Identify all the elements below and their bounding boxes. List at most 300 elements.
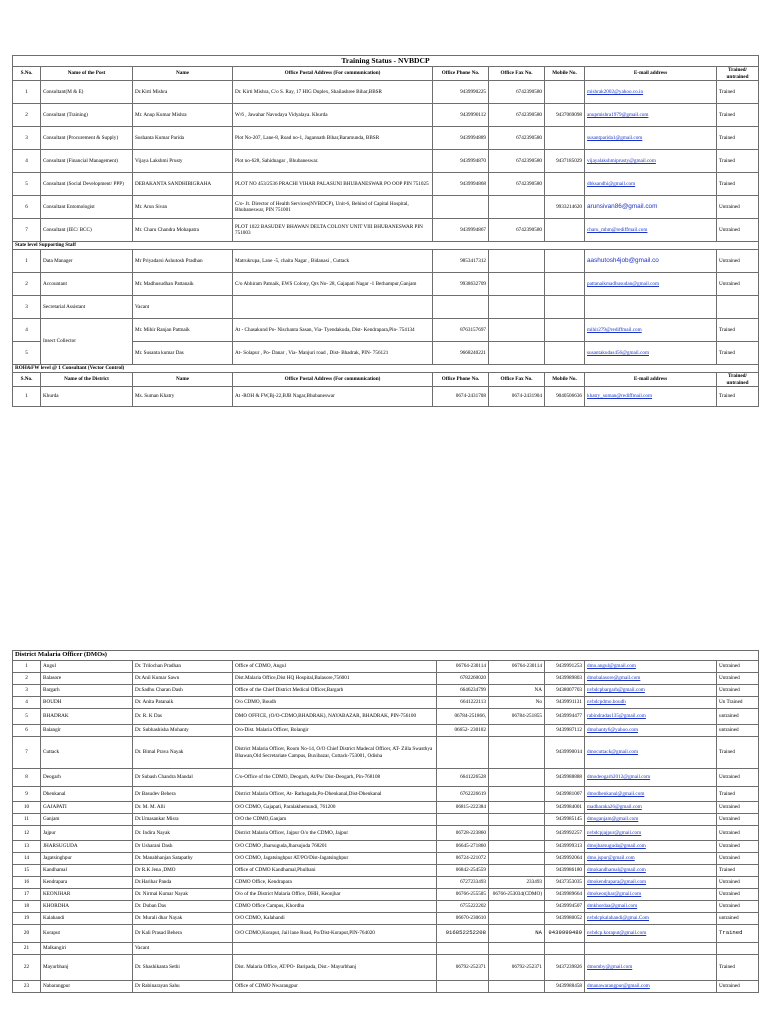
email-cell: [585, 841, 717, 853]
address-cell: C/o- Jt. Director of Health Services(NVBDCP), Unit-6, Behind of Capital Hospital, Bhubaneswar, PIN 751001: [233, 196, 433, 219]
fax-cell: NA: [489, 925, 545, 943]
header-fax-cell: Office Fax No.: [489, 67, 545, 81]
email-link[interactable]: khatry_suman@rediffmail.com: [587, 393, 653, 400]
name-cell: Mr. Susanta kumar Das: [133, 342, 233, 365]
name-cell: Dr. R. K Das: [133, 709, 233, 725]
name-cell: Dr R.K Jena ,DMO: [133, 865, 233, 877]
header-mobile-cell: Mobile No.: [545, 67, 585, 81]
sno-cell: 1: [13, 250, 41, 273]
email-link[interactable]: dmojharsuguda@gmail.com: [587, 843, 646, 850]
sno-cell: 3: [13, 296, 41, 319]
name-cell: Vacant: [133, 943, 233, 955]
post-cell: BHADRAK: [41, 709, 133, 725]
sno-cell: 23: [13, 981, 41, 993]
address-cell: O/o of the District Malaria Office, DHH, Keonjhar: [233, 889, 437, 901]
table-row: [13, 697, 759, 709]
fax-cell: 6742390580: [489, 81, 545, 104]
name-cell: Dr. Duban Das: [133, 901, 233, 913]
phone-cell: 06792-252371: [437, 955, 489, 981]
phone-cell: 6755222202: [437, 901, 489, 913]
post-cell: Mayurbhanj: [41, 955, 133, 981]
header-phone-cell: Office Phone No.: [433, 373, 489, 387]
address-cell: Office of CDMO Kandhamal,Phulbani: [233, 865, 437, 877]
email-link[interactable]: dmobalasore@gmail.com: [587, 675, 641, 682]
address-cell: PLOT 1022 BASUDEV BHAWAN DELTA COLONY UNIT VIII BHUBANESWAR PIN 751003: [233, 219, 433, 242]
status-cell: Untrained: [717, 685, 759, 697]
sno-cell: 22: [13, 955, 41, 981]
email-link[interactable]: dmodhenkanal@gmail.com: [587, 790, 645, 797]
status-cell: Untrained: [717, 802, 759, 814]
name-cell: Dr Rabinarayan Sahu: [133, 981, 233, 993]
email-link[interactable]: anupmishra1979@gmail.com: [587, 111, 649, 118]
table-row: [13, 219, 759, 242]
fax-cell: [489, 673, 545, 685]
post-cell: GAJAPATI: [41, 802, 133, 814]
address-cell: O/O CDMO,Koraput, Jail lane Road, Po/Dist-Koraput,PIN-764020: [233, 925, 437, 943]
mobile-cell: [545, 943, 585, 955]
email-cell: [585, 104, 717, 127]
mobile-cell: 9439988458: [545, 981, 585, 993]
table-row: [13, 925, 759, 943]
address-cell: O/O CDMO, Jagatsinghpur AT/PO/Dist-Jagatsinghpur: [233, 853, 437, 865]
email-link[interactable]: pattanaikmadhusudan@gmail.com: [587, 280, 660, 287]
status-cell: Trained: [717, 737, 759, 769]
status-cell: Untrained: [717, 826, 759, 841]
email-cell: [585, 725, 717, 737]
email-cell: [585, 787, 717, 802]
post-cell: KHORDHA: [41, 901, 133, 913]
sno-cell: 4: [13, 150, 41, 173]
table-row: [13, 841, 759, 853]
email-link[interactable]: dmomby@gmail.com: [587, 964, 633, 971]
fax-cell: 6742390580: [489, 127, 545, 150]
phone-cell: 06652- 230102: [437, 725, 489, 737]
status-cell: Trained: [717, 81, 759, 104]
phone-cell: [437, 981, 489, 993]
email-link[interactable]: nvbdcpkalahandi@gmai.Com: [587, 915, 649, 922]
email-link[interactable]: dmo.jspur@gmail.com: [587, 855, 635, 862]
name-cell: Dr. Shashikanta Sethi: [133, 955, 233, 981]
sno-cell: 4: [13, 319, 41, 342]
address-cell: W/6 , Jawahar Navodaya Vidyalaya. Khurda: [233, 104, 433, 127]
post-cell: Consultant (IEC/ BCC): [41, 219, 133, 242]
header-row: [13, 67, 759, 81]
email-link[interactable]: dmokendrapara@gmail.com: [587, 879, 647, 886]
post-cell: Consultant (Financial Management): [41, 150, 133, 173]
phone-cell: 6762226619: [437, 787, 489, 802]
mobile-cell: 9439988888: [545, 769, 585, 787]
email-link[interactable]: charu_mhm@rediffmail.com: [587, 226, 648, 233]
mobile-cell: 9040506636: [545, 387, 585, 407]
name-cell: Mr Priyadarsi Ashutosh Pradhan: [133, 250, 233, 273]
address-cell: [233, 296, 433, 319]
mobile-cell: 9439992257: [545, 826, 585, 841]
mobile-cell: 9439986180: [545, 865, 585, 877]
status-cell: Trained: [717, 387, 759, 407]
table-row: [13, 296, 759, 319]
phone-cell: 8763157697: [433, 319, 489, 342]
mobile-cell: 9439992064: [545, 853, 585, 865]
fax-cell: [489, 865, 545, 877]
fax-cell: No: [489, 697, 545, 709]
table-row: [13, 889, 759, 901]
email-link[interactable]: nvbdcpdmo.boudh: [587, 699, 626, 706]
name-cell: Dr Basudev Behera: [133, 787, 233, 802]
phone-cell: [437, 943, 489, 955]
address-cell: Matrukrupa, Lane -5, chaita Nagar , Bidanasi , Cuttack: [233, 250, 433, 273]
status-cell: Trained: [717, 787, 759, 802]
post-cell: Consultant (Procurement & Supply): [41, 127, 133, 150]
status-cell: Untrained: [717, 853, 759, 865]
mobile-cell: [545, 173, 585, 196]
email-cell: [585, 697, 717, 709]
table-row: [13, 196, 759, 219]
status-cell: Untrained: [717, 196, 759, 219]
sno-cell: 6: [13, 196, 41, 219]
email-link[interactable]: nvbdcpbargarh@gmail.com: [587, 687, 645, 694]
phone-cell: 06766-255505: [437, 889, 489, 901]
table-row: [13, 943, 759, 955]
sno-cell: 8: [13, 769, 41, 787]
table-row: [13, 673, 759, 685]
email-link[interactable]: dmanawarangpur@gmail.com: [587, 983, 650, 990]
email-cell: [585, 273, 717, 296]
email-link[interactable]: susantparida1@gmail.com: [587, 134, 643, 141]
table-row: [13, 826, 759, 841]
table-title: Training Status - NVBDCP: [13, 56, 759, 67]
fax-cell: 06784-251855: [489, 709, 545, 725]
address-cell: Dr. Kirti Mishra, C/o S. Ray, 17 HIG Duplex, Shailashree Bihar,BBSR: [233, 81, 433, 104]
status-cell: Untrained: [717, 901, 759, 913]
mobile-cell: 9437069098: [545, 104, 585, 127]
phone-cell: 9439994870: [433, 150, 489, 173]
header-mobile-cell: Mobile No.: [545, 373, 585, 387]
email-cell: [585, 319, 717, 342]
name-cell: Dr. Indira Nayak: [133, 826, 233, 841]
status-cell: untrained: [717, 725, 759, 737]
header-sno-cell: S.No.: [13, 373, 41, 387]
sno-cell: 6: [13, 725, 41, 737]
status-cell: Trained: [717, 104, 759, 127]
table-row: [13, 104, 759, 127]
phone-cell: 06784-251866,: [437, 709, 489, 725]
address-cell: At - Chasakund Po- Nischanta Sasan, Via- Tyendakuda, Dist- Kendrapara,Pin- 754134: [233, 319, 433, 342]
email-link[interactable]: rabindradas135@gmail.com: [587, 713, 646, 720]
fax-cell: 06792-252371: [489, 955, 545, 981]
email-link[interactable]: dmohanty6@yahoo.com: [587, 727, 639, 734]
name-cell: Dr.Umasankar Misra: [133, 814, 233, 826]
mobile-cell: 9439980052: [545, 913, 585, 925]
header-name-cell: Name: [133, 67, 233, 81]
email-link[interactable]: dmocuttack@gmail.com: [587, 749, 639, 756]
post-cell: Consultant (Social Development/ PPP): [41, 173, 133, 196]
fax-cell: [489, 814, 545, 826]
address-cell: O/o CDMO, Boudh: [233, 697, 437, 709]
table-row: [13, 250, 759, 273]
table-row: [13, 685, 759, 697]
post-cell: Bargarh: [41, 685, 133, 697]
header-fax-cell: Office Fax No.: [489, 373, 545, 387]
mobile-cell: 9439987112: [545, 725, 585, 737]
fax-cell: 6742390580: [489, 219, 545, 242]
status-cell: Untrained: [717, 661, 759, 673]
dmo-table: [12, 650, 759, 993]
mobile-cell: [545, 127, 585, 150]
phone-cell: 06815-222384: [437, 802, 489, 814]
status-cell: [717, 943, 759, 955]
email-cell: [585, 913, 717, 925]
training-status-table: [12, 55, 759, 407]
phone-cell: 06645-271860: [437, 841, 489, 853]
email-cell: [585, 250, 717, 273]
mobile-cell: [545, 81, 585, 104]
fax-cell: [489, 943, 545, 955]
address-cell: Office of CDMO Nwarangpur: [233, 981, 437, 993]
fax-cell: 6742390580: [489, 104, 545, 127]
roh-title: ROH&FW level @ 1 Consultant (Vector Control): [13, 365, 759, 373]
address-cell: O/O the CDMO,Ganjam: [233, 814, 437, 826]
name-cell: DEBAKANTA SANDHIBIGRAHA: [133, 173, 233, 196]
email-cell: [585, 387, 717, 407]
table-row: [13, 853, 759, 865]
sno-cell: 1: [13, 81, 41, 104]
name-cell: Dr.Sadhu Charan Dash: [133, 685, 233, 697]
email-link[interactable]: susantakudas456@gmail.com: [587, 349, 649, 356]
table-row: [13, 725, 759, 737]
roh-header-row: [13, 373, 759, 387]
status-cell: Trained: [717, 150, 759, 173]
name-cell: Mr. Mihir Ranjan Pattnaik: [133, 319, 233, 342]
status-cell: Untrained: [717, 673, 759, 685]
address-cell: Office of CDMO, Angul: [233, 661, 437, 673]
email-link[interactable]: arunsivan86@gmail.com: [587, 202, 658, 210]
email-link[interactable]: dmkhordaa@gmail.com: [587, 903, 638, 910]
post-cell: Angul: [41, 661, 133, 673]
email-cell: [585, 865, 717, 877]
fax-cell: [489, 196, 545, 219]
table-row: [13, 709, 759, 725]
sno-cell: 2: [13, 273, 41, 296]
name-cell: Vacant: [133, 296, 233, 319]
name-cell: Dr. Murali dhar Nayak: [133, 913, 233, 925]
phone-cell: 9853417312: [433, 250, 489, 273]
address-cell: CDMO Office Campus, Khordha: [233, 901, 437, 913]
dmo-table-title: District Malaria Officer (DMOs): [13, 651, 759, 661]
status-cell: Untrained: [717, 250, 759, 273]
header-post-cell: Name of the Post: [41, 67, 133, 81]
fax-cell: 0674-2431904: [489, 387, 545, 407]
post-cell: Balasore: [41, 673, 133, 685]
post-cell: JHARSUGUDA: [41, 841, 133, 853]
phone-cell: [433, 296, 489, 319]
table-row: [13, 769, 759, 787]
sno-cell: 5: [13, 342, 41, 365]
sno-cell: 2: [13, 673, 41, 685]
fax-cell: [489, 826, 545, 841]
table-row: [13, 877, 759, 889]
mobile-cell: 9439991131: [545, 697, 585, 709]
email-cell: [585, 769, 717, 787]
header-sno-cell: S.No.: [13, 67, 41, 81]
email-link[interactable]: mihir279@rediffmail.com: [587, 326, 642, 333]
name-cell: Dr. Subhashisha Mohanty: [133, 725, 233, 737]
status-cell: Untrained: [717, 814, 759, 826]
header-status-cell: Trained/ untrained: [717, 67, 759, 81]
mobile-cell: 9437353035: [545, 877, 585, 889]
name-cell: Dr.Harihar Panda: [133, 877, 233, 889]
phone-cell: 6641222113: [437, 697, 489, 709]
post-cell: Jajpur: [41, 826, 133, 841]
status-cell: untrained: [717, 913, 759, 925]
phone-cell: 9439990112: [433, 104, 489, 127]
email-cell: [585, 925, 717, 943]
sno-cell: 1: [13, 661, 41, 673]
email-cell: [585, 737, 717, 769]
fax-cell: [489, 725, 545, 737]
table-row: [13, 865, 759, 877]
status-cell: Untrained: [717, 769, 759, 787]
name-cell: Dr Subash Chandra Mandal: [133, 769, 233, 787]
section-row: [13, 242, 759, 250]
email-link[interactable]: mishrak2002@yahoo.co.in: [587, 88, 644, 95]
phone-cell: 9439994889: [433, 127, 489, 150]
email-link[interactable]: dmo.angul@gmail.com: [587, 663, 636, 670]
table-row: [13, 127, 759, 150]
name-cell: Dr. M. M. Alli: [133, 802, 233, 814]
email-link[interactable]: nvbdcpjajpur@gmail.com: [587, 829, 642, 836]
post-cell: BOUDH: [41, 697, 133, 709]
fax-cell: 233493: [489, 877, 545, 889]
table-row: [13, 661, 759, 673]
sno-cell: 1: [13, 387, 41, 407]
header-status-cell: Trained/ untrained: [717, 373, 759, 387]
address-cell: District Malaria Officer, At- Rathagada,Po-Dhenkanal,Dist-Dhenkanal: [233, 787, 437, 802]
sno-cell: 5: [13, 709, 41, 725]
email-link[interactable]: dmokandhamal@gmail.com: [587, 867, 646, 874]
section-row: [13, 365, 759, 373]
email-link[interactable]: dmokeonjhar@gmail.com: [587, 891, 642, 898]
header-address-cell: Office Postal Address (For communication): [233, 373, 433, 387]
name-cell: Mr. Charu Chandra Mohapatra: [133, 219, 233, 242]
phone-cell: 9938632709: [433, 273, 489, 296]
email-link[interactable]: nvbdcp.koraput@gmail.com: [587, 930, 647, 937]
email-link[interactable]: aashutosh4job@gmail.co: [587, 256, 659, 264]
address-cell: O/o-Dist. Malaria Officer, Bolangir: [233, 725, 437, 737]
address-cell: [233, 943, 437, 955]
fax-cell: [489, 802, 545, 814]
address-cell: District Malaria Officer, Room No-14, O/O Chief District Madecal Officer, AT- Zilla Swasthya Bhawan,Old Secretariate Campus, Buxibazar, Cuttack-753001, Odisha: [233, 737, 437, 769]
post-cell: Consultant(M & E): [41, 81, 133, 104]
name-cell: Dr. Nirmal Kumar Nayak: [133, 889, 233, 901]
address-cell: Dist.Malaria Office,Dist HQ Hospital,Balasore,756001: [233, 673, 437, 685]
status-cell: Untrained: [717, 877, 759, 889]
fax-cell: [489, 737, 545, 769]
name-cell: Mr. Anup Kumar Mishra: [133, 104, 233, 127]
phone-cell: 6641226528: [437, 769, 489, 787]
name-cell: Dr. Manabhanjan Satapathy: [133, 853, 233, 865]
name-cell: Mr. Madhusudhan Pattanaik: [133, 273, 233, 296]
mobile-cell: 9437239826: [545, 955, 585, 981]
mobile-cell: 9438007703: [545, 685, 585, 697]
mobile-cell: 9439991253: [545, 661, 585, 673]
address-cell: O/O CDMO ,Jharsuguda,Jharsujuda 768201: [233, 841, 437, 853]
fax-cell: [489, 787, 545, 802]
mobile-cell: [545, 342, 585, 365]
status-cell: Un Trained: [717, 697, 759, 709]
post-cell: Malkangiri: [41, 943, 133, 955]
post-cell: KEONJHAR: [41, 889, 133, 901]
fax-cell: [489, 841, 545, 853]
name-cell: Dr.Anil Kumar Sawn: [133, 673, 233, 685]
table-row: [13, 802, 759, 814]
status-cell: Untrained: [717, 273, 759, 296]
email-cell: [585, 981, 717, 993]
mobile-cell: 9439981007: [545, 787, 585, 802]
email-link[interactable]: dbksandhi@gmail.com: [587, 180, 636, 187]
status-cell: Trained: [717, 173, 759, 196]
sno-cell: 4: [13, 697, 41, 709]
mobile-cell: [545, 219, 585, 242]
email-cell: [585, 219, 717, 242]
email-cell: [585, 877, 717, 889]
address-cell: DMO OFFICE, (O/O-CDMO,BHADRAK), NAYABAZAR, BHADRAK, PIN-756100: [233, 709, 437, 725]
post-cell: Cuttack: [41, 737, 133, 769]
post-cell: Insect Collector: [41, 319, 133, 365]
post-cell: Consultant Entomologist: [41, 196, 133, 219]
address-cell: Dist. Malaria Office, AT/PO- Baripada, Dist.- Mayurbhanj: [233, 955, 437, 981]
table-row: [13, 319, 759, 342]
email-cell: [585, 901, 717, 913]
status-cell: Untrained: [717, 889, 759, 901]
email-cell: [585, 150, 717, 173]
mobile-cell: [545, 296, 585, 319]
email-cell: [585, 709, 717, 725]
address-cell: O/O CDMO, Kalahandi: [233, 913, 437, 925]
email-cell: [585, 853, 717, 865]
name-cell: Mr. Arun Sivan: [133, 196, 233, 219]
post-cell: Jagatsinghpur: [41, 853, 133, 865]
name-cell: Dr. Bimal Prava Nayak: [133, 737, 233, 769]
mobile-cell: [545, 319, 585, 342]
name-cell: Dr. Trilochan Pradhan: [133, 661, 233, 673]
header-email-cell: E-mail address: [585, 67, 717, 81]
phone-cell: 06724-221072: [437, 853, 489, 865]
address-cell: O/O CDMO, Gajapati, Paralakhemundi, 761200: [233, 802, 437, 814]
phone-cell: 9668240221: [433, 342, 489, 365]
fax-cell: NA: [489, 685, 545, 697]
email-link[interactable]: dmodeogarh2012@gmail.com: [587, 774, 651, 781]
status-cell: [717, 296, 759, 319]
mobile-cell: 9439994507: [545, 901, 585, 913]
post-cell: Kandhamal: [41, 865, 133, 877]
table-row: [13, 955, 759, 981]
mobile-cell: 9439989664: [545, 889, 585, 901]
email-cell: [585, 826, 717, 841]
sno-cell: 18: [13, 901, 41, 913]
email-link[interactable]: dmoganjam@gmail.com: [587, 816, 639, 823]
fax-cell: [489, 913, 545, 925]
sno-cell: 3: [13, 685, 41, 697]
status-cell: untrained: [717, 709, 759, 725]
sno-cell: 9: [13, 787, 41, 802]
email-link[interactable]: vijayalakshmiprusty@gmail.com: [587, 157, 656, 164]
post-cell: Kalahandi: [41, 913, 133, 925]
sno-cell: 17: [13, 889, 41, 901]
table-row: [13, 173, 759, 196]
post-cell: Consultant (Training): [41, 104, 133, 127]
email-link[interactable]: madharaka26@gmail.com: [587, 804, 642, 811]
table-row: [13, 981, 759, 993]
